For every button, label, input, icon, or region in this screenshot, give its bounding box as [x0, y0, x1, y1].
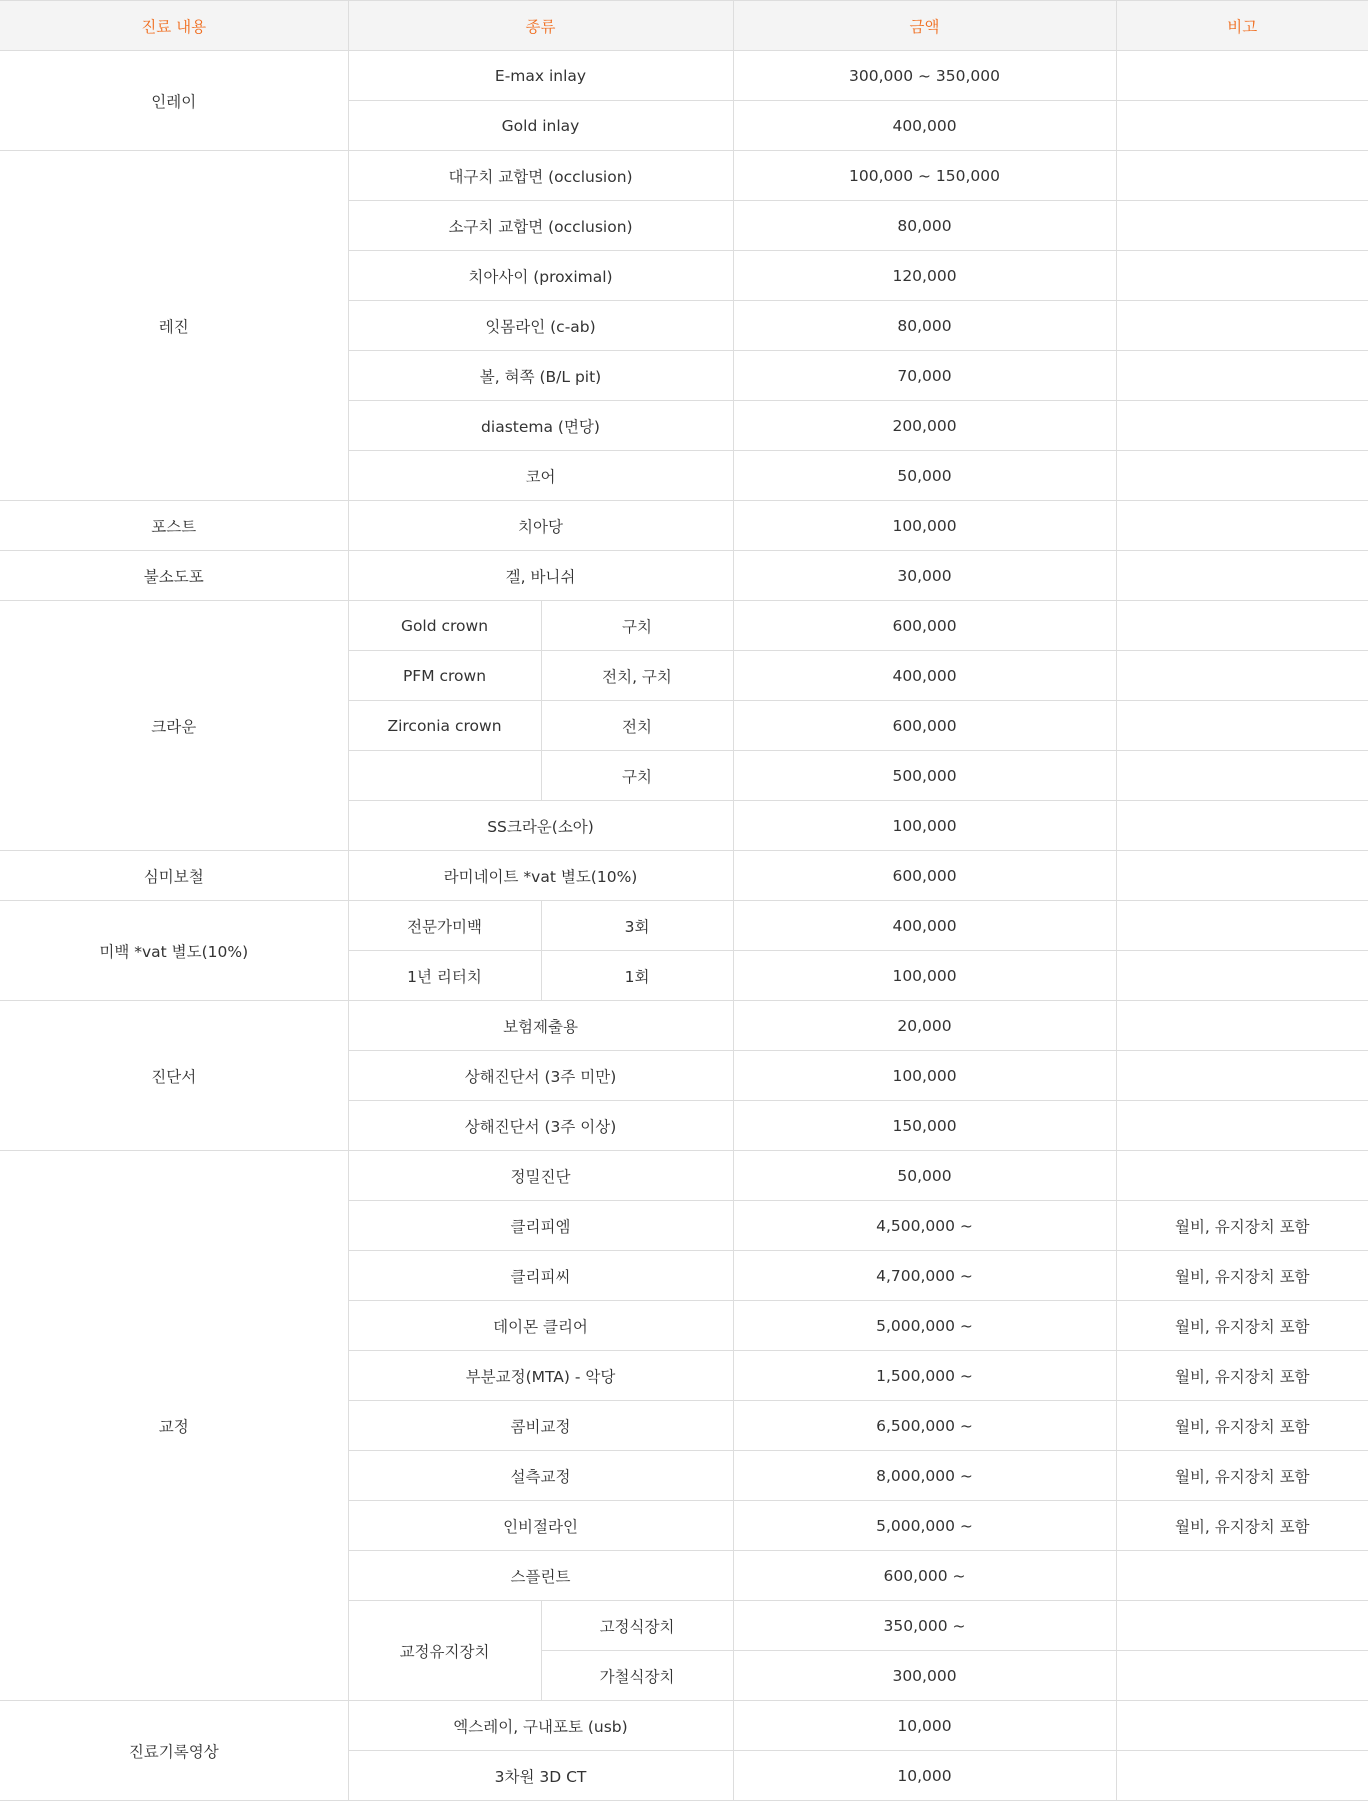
- header-price: 금액: [733, 1, 1116, 51]
- group-whitening: 미백 *vat 별도(10%): [0, 901, 348, 1001]
- type-cell: 클리피엠: [348, 1201, 733, 1251]
- type-cell: 콤비교정: [348, 1401, 733, 1451]
- note-cell: [1116, 1051, 1368, 1101]
- note-cell: [1116, 501, 1368, 551]
- price-cell: 100,000: [733, 951, 1116, 1001]
- price-cell: 100,000: [733, 801, 1116, 851]
- header-type: 종류: [348, 1, 733, 51]
- note-cell: 월비, 유지장치 포함: [1116, 1351, 1368, 1401]
- detail-cell: 전치, 구치: [541, 651, 733, 701]
- price-cell: 100,000 ~ 150,000: [733, 151, 1116, 201]
- type-cell: 3차원 3D CT: [348, 1751, 733, 1801]
- header-note: 비고: [1116, 1, 1368, 51]
- price-cell: 4,500,000 ~: [733, 1201, 1116, 1251]
- price-cell: 300,000 ~ 350,000: [733, 51, 1116, 101]
- group-esthetic: 심미보철: [0, 851, 348, 901]
- type-cell: 치아사이 (proximal): [348, 251, 733, 301]
- price-cell: 120,000: [733, 251, 1116, 301]
- type-cell: 라미네이트 *vat 별도(10%): [348, 851, 733, 901]
- price-cell: 10,000: [733, 1701, 1116, 1751]
- note-cell: [1116, 601, 1368, 651]
- table-row: [0, 1151, 1368, 1201]
- table-row: [0, 1701, 1368, 1751]
- note-cell: [1116, 101, 1368, 151]
- type-cell: Gold inlay: [348, 101, 733, 151]
- note-cell: 월비, 유지장치 포함: [1116, 1251, 1368, 1301]
- note-cell: [1116, 351, 1368, 401]
- note-cell: [1116, 1651, 1368, 1701]
- note-cell: [1116, 151, 1368, 201]
- type-cell: 겔, 바니쉬: [348, 551, 733, 601]
- header-row: [0, 1, 1368, 51]
- table-row: [0, 1001, 1368, 1051]
- group-inlay: 인레이: [0, 51, 348, 151]
- group-certificate: 진단서: [0, 1001, 348, 1151]
- note-cell: [1116, 851, 1368, 901]
- price-cell: 50,000: [733, 1151, 1116, 1201]
- type-cell: 볼, 혀쪽 (B/L pit): [348, 351, 733, 401]
- note-cell: [1116, 551, 1368, 601]
- note-cell: [1116, 51, 1368, 101]
- note-cell: [1116, 701, 1368, 751]
- note-cell: [1116, 1701, 1368, 1751]
- price-cell: 200,000: [733, 401, 1116, 451]
- type-cell: 엑스레이, 구내포토 (usb): [348, 1701, 733, 1751]
- group-resin: 레진: [0, 151, 348, 501]
- price-cell: 30,000: [733, 551, 1116, 601]
- type-cell: 대구치 교합면 (occlusion): [348, 151, 733, 201]
- price-cell: 80,000: [733, 301, 1116, 351]
- price-cell: 400,000: [733, 101, 1116, 151]
- table-row: [0, 151, 1368, 201]
- type-cell: 상해진단서 (3주 이상): [348, 1101, 733, 1151]
- note-cell: [1116, 801, 1368, 851]
- note-cell: [1116, 451, 1368, 501]
- group-records: 진료기록영상: [0, 1701, 348, 1801]
- table-row: [0, 551, 1368, 601]
- note-cell: [1116, 251, 1368, 301]
- group-fluoride: 불소도포: [0, 551, 348, 601]
- type-cell: E-max inlay: [348, 51, 733, 101]
- subtype-cell: [348, 751, 541, 801]
- group-ortho: 교정: [0, 1151, 348, 1701]
- table-row: [0, 851, 1368, 901]
- note-cell: [1116, 901, 1368, 951]
- note-cell: [1116, 1101, 1368, 1151]
- note-cell: [1116, 751, 1368, 801]
- price-cell: 100,000: [733, 1051, 1116, 1101]
- type-cell: diastema (면당): [348, 401, 733, 451]
- subtype-cell: 1년 리터치: [348, 951, 541, 1001]
- price-cell: 4,700,000 ~: [733, 1251, 1116, 1301]
- price-cell: 150,000: [733, 1101, 1116, 1151]
- note-cell: [1116, 1551, 1368, 1601]
- subtype-cell: 전문가미백: [348, 901, 541, 951]
- detail-cell: 가철식장치: [541, 1651, 733, 1701]
- price-cell: 600,000 ~: [733, 1551, 1116, 1601]
- price-cell: 10,000: [733, 1751, 1116, 1801]
- price-cell: 600,000: [733, 851, 1116, 901]
- detail-cell: 구치: [541, 751, 733, 801]
- note-cell: [1116, 1151, 1368, 1201]
- subtype-cell: 교정유지장치: [348, 1601, 541, 1701]
- price-cell: 70,000: [733, 351, 1116, 401]
- note-cell: [1116, 651, 1368, 701]
- header-treatment: 진료 내용: [0, 1, 348, 51]
- price-cell: 600,000: [733, 601, 1116, 651]
- type-cell: SS크라운(소아): [348, 801, 733, 851]
- price-cell: 5,000,000 ~: [733, 1501, 1116, 1551]
- type-cell: 잇몸라인 (c-ab): [348, 301, 733, 351]
- detail-cell: 구치: [541, 601, 733, 651]
- type-cell: 부분교정(MTA) - 악당: [348, 1351, 733, 1401]
- price-cell: 1,500,000 ~: [733, 1351, 1116, 1401]
- subtype-cell: PFM crown: [348, 651, 541, 701]
- price-cell: 600,000: [733, 701, 1116, 751]
- note-cell: [1116, 1601, 1368, 1651]
- note-cell: 월비, 유지장치 포함: [1116, 1201, 1368, 1251]
- table-row: [0, 601, 1368, 651]
- type-cell: 치아당: [348, 501, 733, 551]
- note-cell: [1116, 1751, 1368, 1801]
- price-cell: 500,000: [733, 751, 1116, 801]
- price-cell: 5,000,000 ~: [733, 1301, 1116, 1351]
- note-cell: [1116, 401, 1368, 451]
- subtype-cell: Zirconia crown: [348, 701, 541, 751]
- type-cell: 보험제출용: [348, 1001, 733, 1051]
- price-cell: 80,000: [733, 201, 1116, 251]
- price-cell: 350,000 ~: [733, 1601, 1116, 1651]
- note-cell: [1116, 1001, 1368, 1051]
- price-cell: 100,000: [733, 501, 1116, 551]
- note-cell: [1116, 301, 1368, 351]
- price-cell: 50,000: [733, 451, 1116, 501]
- type-cell: 소구치 교합면 (occlusion): [348, 201, 733, 251]
- type-cell: 스플린트: [348, 1551, 733, 1601]
- type-cell: 클리피씨: [348, 1251, 733, 1301]
- type-cell: 데이몬 클리어: [348, 1301, 733, 1351]
- table-row: [0, 501, 1368, 551]
- detail-cell: 고정식장치: [541, 1601, 733, 1651]
- type-cell: 코어: [348, 451, 733, 501]
- price-cell: 6,500,000 ~: [733, 1401, 1116, 1451]
- group-crown: 크라운: [0, 601, 348, 851]
- note-cell: [1116, 951, 1368, 1001]
- price-cell: 400,000: [733, 901, 1116, 951]
- price-cell: 300,000: [733, 1651, 1116, 1701]
- note-cell: [1116, 201, 1368, 251]
- table-row: [0, 51, 1368, 101]
- note-cell: 월비, 유지장치 포함: [1116, 1501, 1368, 1551]
- note-cell: 월비, 유지장치 포함: [1116, 1401, 1368, 1451]
- table-row: [0, 901, 1368, 951]
- group-post: 포스트: [0, 501, 348, 551]
- price-cell: 400,000: [733, 651, 1116, 701]
- subtype-cell: Gold crown: [348, 601, 541, 651]
- type-cell: 인비절라인: [348, 1501, 733, 1551]
- type-cell: 설측교정: [348, 1451, 733, 1501]
- price-cell: 8,000,000 ~: [733, 1451, 1116, 1501]
- detail-cell: 3회: [541, 901, 733, 951]
- note-cell: 월비, 유지장치 포함: [1116, 1451, 1368, 1501]
- detail-cell: 1회: [541, 951, 733, 1001]
- detail-cell: 전치: [541, 701, 733, 751]
- type-cell: 상해진단서 (3주 미만): [348, 1051, 733, 1101]
- type-cell: 정밀진단: [348, 1151, 733, 1201]
- note-cell: 월비, 유지장치 포함: [1116, 1301, 1368, 1351]
- price-cell: 20,000: [733, 1001, 1116, 1051]
